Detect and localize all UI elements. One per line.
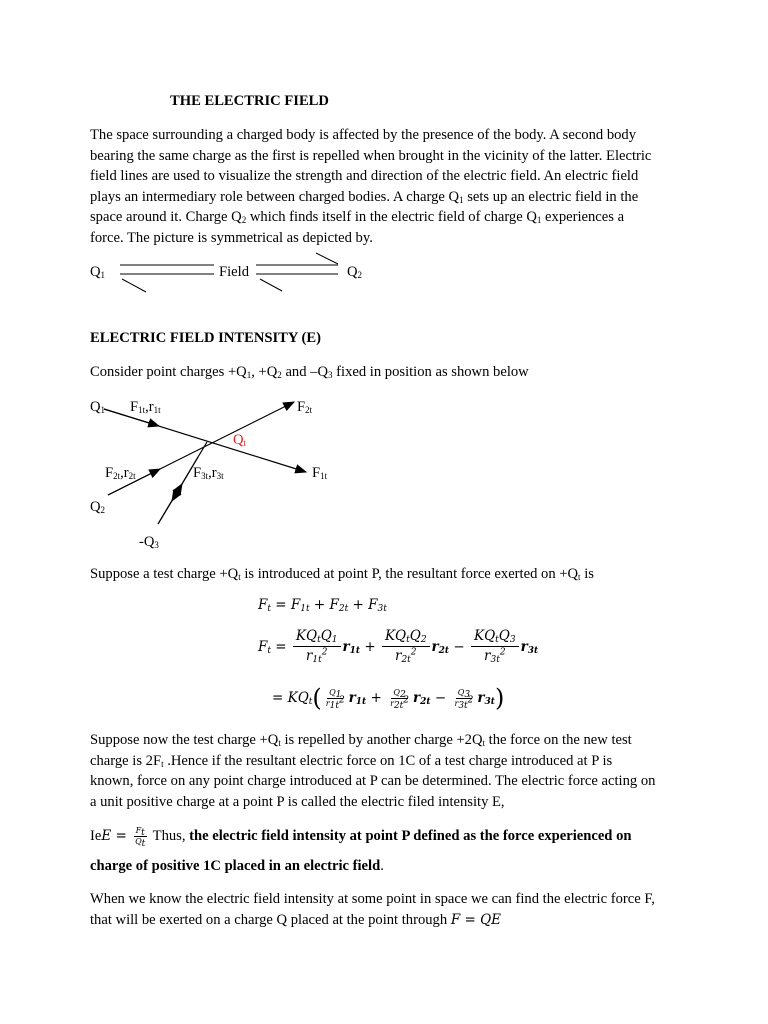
p2-line-3: known, force on any point charge introduced at P can be determined. The electric force acting on xyxy=(90,773,656,789)
field-diagram-lines xyxy=(110,250,350,295)
field-diagram-q2-label: $Q_2$ xyxy=(347,264,363,280)
p2-line-1: Suppose now the test charge $+Q_t$ is repelled by another charge $+2Q_t$ the force on the new test xyxy=(90,732,632,748)
intro-line-5: space around it. Charge $Q_2$ which finds itself in the electric field of charge $Q_1$ experiences a xyxy=(90,209,625,225)
definition-line-2: charge of positive 1C placed in an electric field. xyxy=(90,858,384,874)
field-diagram-q1-label: $Q_1$ xyxy=(90,264,106,280)
intro-line-4: plays an intermediary role between charged bodies. A charge $Q_1$ sets up an electric field in the xyxy=(90,188,639,205)
p2-line-2: charge is $2F_t$ .Hence if the resultant electric force on 1C of a test charge introduced at P is xyxy=(90,752,613,769)
consider-text: Consider point charges $+Q_1$, $+Q_2$ and $-Q_3$ fixed in position as shown below xyxy=(90,364,529,380)
page-title: THE ELECTRIC FIELD xyxy=(170,93,329,109)
suppose-text: Suppose a test charge $+Q_t$ is introduced at point P, the resultant force exerted on $+Q_t$ is xyxy=(90,566,594,582)
intro-line-6: force. The picture is symmetrical as depicted by. xyxy=(90,229,373,246)
f1t-right-label: $F_{1t}$ xyxy=(312,465,328,481)
q3-arrow-mid xyxy=(158,484,182,524)
p2-line-4: a unit positive charge at a point P is called the electric filed intensity E, xyxy=(90,793,505,810)
right-barb-top xyxy=(316,253,338,264)
q2-label: $Q_2$ xyxy=(90,499,106,515)
q3-label: $-Q_3$ xyxy=(139,534,159,550)
p3-line-2: that will be exerted on a charge Q placed at the point through F = QE xyxy=(90,911,501,928)
definition: Ie E = $\frac{F_t}{Q_t}$ Thus, the electric field intensity at point P defined as the force experienced on xyxy=(90,826,632,849)
intro-line-3: field lines are used to visualize the strength and direction of the electric field. An electric field xyxy=(90,168,639,184)
f3t-r3t-label: $F_{3t},r_{3t}$ xyxy=(193,465,224,481)
f1t-r1t-label: $F_{1t},r_{1t}$ xyxy=(130,399,161,415)
right-barb-bottom xyxy=(260,279,282,291)
paragraph-3 xyxy=(90,889,700,930)
equation-2: $F_t$ = $\frac{KQ_tQ_1}{r_{1t}^2}$ $r_{1t}$ + $\frac{KQ_tQ_2}{r_{2t}^2}$ $r_{2t}$ − $\frac{KQ_tQ_3}{r_{3t}^2}$ $r_{3t}$ xyxy=(258,628,539,665)
left-barb xyxy=(122,279,146,292)
intro-line-1: The space surrounding a charged body is affected by the presence of the body. A second body xyxy=(90,127,637,143)
section-heading-intensity: ELECTRIC FIELD INTENSITY (E) xyxy=(90,330,321,346)
equation-1: $F_t = F_{1t} + F_{2t} + F_{3t}$ xyxy=(258,597,387,614)
qt-label: $Q_t$ xyxy=(233,432,247,448)
intro-line-2: bearing the same charge as the first is repelled when brought in the vicinity of the latter. Electric xyxy=(90,147,652,164)
q1-label: $Q_1$ xyxy=(90,399,106,415)
field-diagram-field-label: Field xyxy=(219,264,249,280)
equation-3: = $KQ_t$ ( $\frac{Q_1}{r_{1t}^2}$ $r_{1t}$ + $\frac{Q_2}{r_{2t}^2}$ $r_{2t}$ − $\frac{Q_3}{r_{3t}^2}$ $r_{3t}$ ) xyxy=(272,684,505,712)
p3-line-1: When we know the electric field intensity at some point in space we can find the electric force F, xyxy=(90,891,655,907)
f2t-r2t-label: $F_{2t},r_{2t}$ xyxy=(105,465,136,481)
force-formula: F = QE xyxy=(450,911,501,928)
intro-paragraph xyxy=(90,125,690,248)
f2t-top-label: $F_{2t}$ xyxy=(297,399,313,415)
paragraph-2 xyxy=(90,730,690,812)
